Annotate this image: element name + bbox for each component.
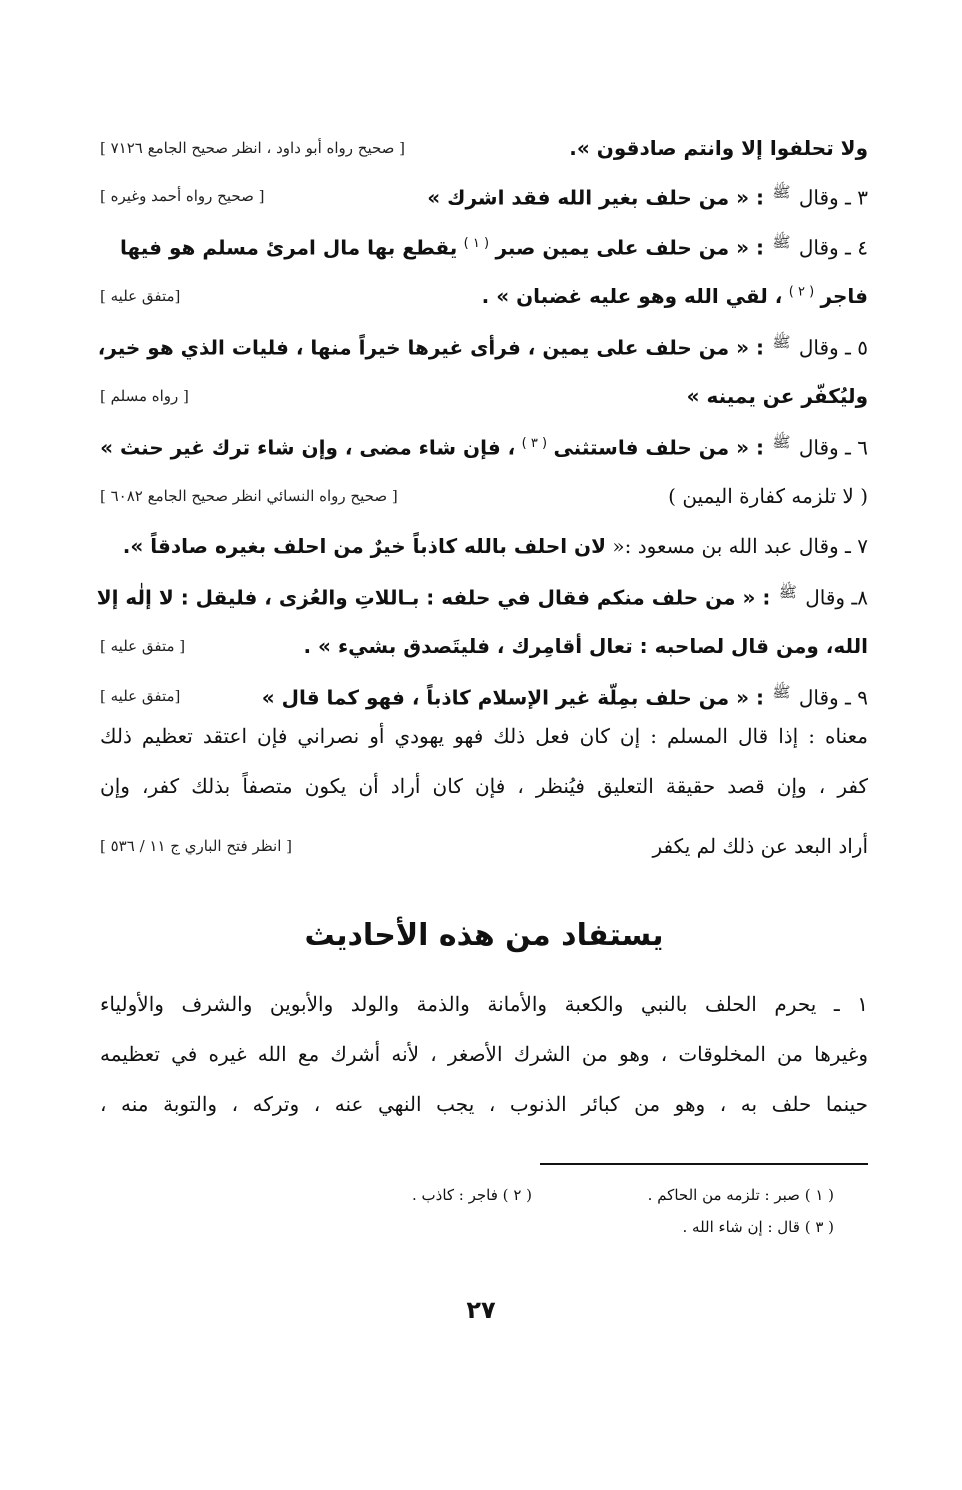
hadith-text: : « من حلف منكم فقال في حلفه : بـاللاتِ والعُزى ، فليقل : لا إلٰه إلا xyxy=(96,585,771,610)
salutation-seal-icon: ﷺ xyxy=(772,232,791,251)
hadith-line-11 xyxy=(100,624,868,668)
hadith-line-4 xyxy=(100,274,868,318)
hadith-intro: ٧ ـ وقال عبد الله بن مسعود :« xyxy=(612,534,868,558)
footnote-marker: ( ٣ ) xyxy=(521,435,548,451)
hadith-source: [متفق عليه ] xyxy=(100,287,181,305)
benefit-line-3: حينما حلف به ، وهو من كبائر الذنوب ، يجب النهي عنه ، وتركه ، والتوبة منه ، xyxy=(100,1092,868,1116)
salutation-seal-icon: ﷺ xyxy=(778,582,797,601)
meaning-line-3 xyxy=(100,824,868,868)
hadith-line-7 xyxy=(100,424,868,468)
hadith-text: لان احلف بالله كاذباً خيرٌ من احلف بغيره صادقاً ». xyxy=(122,534,607,558)
hadith-text: الله، ومن قال لصاحبه : تعال أقامِرك ، فليتَصدق بشيء » . xyxy=(303,634,868,658)
hadith-intro: ٦ ـ وقال xyxy=(798,435,868,460)
hadith-source: [متفق عليه ] xyxy=(100,687,181,705)
footnote-1: ( ١ ) صبر : تلزمه من الحاكم . xyxy=(647,1186,834,1204)
hadith-text: : « من حلف على يمين صبر xyxy=(495,235,764,260)
hadith-line-10 xyxy=(96,574,868,618)
salutation-seal-icon: ﷺ xyxy=(772,332,791,351)
hadith-source: [ صحيح رواه أحمد وغيره ] xyxy=(100,187,265,205)
hadith-line-12 xyxy=(100,674,868,718)
page-number: ٢٧ xyxy=(466,1296,496,1324)
hadith-text: : « من حلف فاستثنى xyxy=(553,435,764,460)
hadith-source: [ صحيح رواه أبو داود ، انظر صحيح الجامع ٧١٢٦ ] xyxy=(100,139,406,157)
footnote-3: ( ٣ ) قال : إن شاء الله . xyxy=(682,1218,834,1236)
footnote-divider xyxy=(540,1163,868,1165)
hadith-text: فاجر xyxy=(820,284,868,308)
hadith-text: : « من حلف على يمين ، فرأى غيرها خيراً منها ، فليات الذي هو خير، xyxy=(97,335,764,360)
hadith-line-1 xyxy=(100,126,868,170)
hadith-text-cont: ، لقي الله وهو عليه غضبان » . xyxy=(481,284,783,308)
meaning-text: أراد البعد عن ذلك لم يكفر xyxy=(652,834,868,858)
hadith-line-3 xyxy=(100,224,868,268)
hadith-line-5 xyxy=(97,324,868,368)
hadith-text: : « من حلف بغير الله فقد اشرك » xyxy=(427,185,764,210)
hadith-text: وليُكفّر عن يمينه » xyxy=(686,384,868,408)
hadith-intro: ٨ـ وقال xyxy=(805,585,868,610)
salutation-seal-icon: ﷺ xyxy=(772,682,791,701)
section-heading: يستفاد من هذه الأحاديث xyxy=(304,918,664,953)
hadith-line-6 xyxy=(100,374,868,418)
hadith-text: : « من حلف بمِلّة غير الإسلام كاذباً ، فهو كما قال » xyxy=(261,685,764,710)
hadith-note: ( لا تلزمه كفارة اليمين ) xyxy=(668,484,868,508)
benefit-line-1: ١ ـ يحرم الحلف بالنبي والكعبة والأمانة والذمة والولد والأبوين والشرف والأولياء xyxy=(100,992,868,1016)
hadith-line-8 xyxy=(100,474,868,518)
benefit-line-2: وغيرها من المخلوقات ، وهو من الشرك الأصغر ، لأنه أشرك مع الله غيره في تعظيمه xyxy=(100,1042,868,1066)
hadith-intro: ٣ ـ وقال xyxy=(798,185,868,210)
hadith-text-cont: يقطع بها مال امرئ مسلم هو فيها xyxy=(120,235,458,260)
hadith-line-9 xyxy=(100,524,868,568)
salutation-seal-icon: ﷺ xyxy=(772,432,791,451)
hadith-intro: ٥ ـ وقال xyxy=(798,335,868,360)
hadith-source: [ متفق عليه ] xyxy=(100,637,186,655)
hadith-intro: ٤ ـ وقال xyxy=(798,235,868,260)
hadith-intro: ٩ ـ وقال xyxy=(798,685,868,710)
hadith-source: [ صحيح رواه النسائي انظر صحيح الجامع ٦٠٨٢ ] xyxy=(100,487,398,505)
footnote-marker: ( ٢ ) xyxy=(788,284,815,300)
hadith-text-cont: ، فإن شاء مضى ، وإن شاء ترك غير حنث » xyxy=(100,435,516,460)
hadith-source: [ رواه مسلم ] xyxy=(100,387,189,405)
salutation-seal-icon: ﷺ xyxy=(772,182,791,201)
meaning-source: [ انظر فتح الباري ج ١١ / ٥٣٦ ] xyxy=(100,837,293,855)
footnote-marker: ( ١ ) xyxy=(463,235,490,251)
footnote-2: ( ٢ ) فاجر : كاذب . xyxy=(411,1186,532,1204)
meaning-line-1: معناه : إذا قال المسلم : إن كان فعل ذلك فهو يهودي أو نصراني فإن اعتقد تعظيم ذلك xyxy=(100,724,868,748)
hadith-line-2 xyxy=(100,174,868,218)
meaning-line-2: كفر ، وإن قصد حقيقة التعليق فيُنظر ، فإن كان أراد أن يكون متصفاً بذلك كفر، وإن xyxy=(100,774,868,798)
hadith-text: ولا تحلفوا إلا وانتم صادقون ». xyxy=(569,136,868,160)
